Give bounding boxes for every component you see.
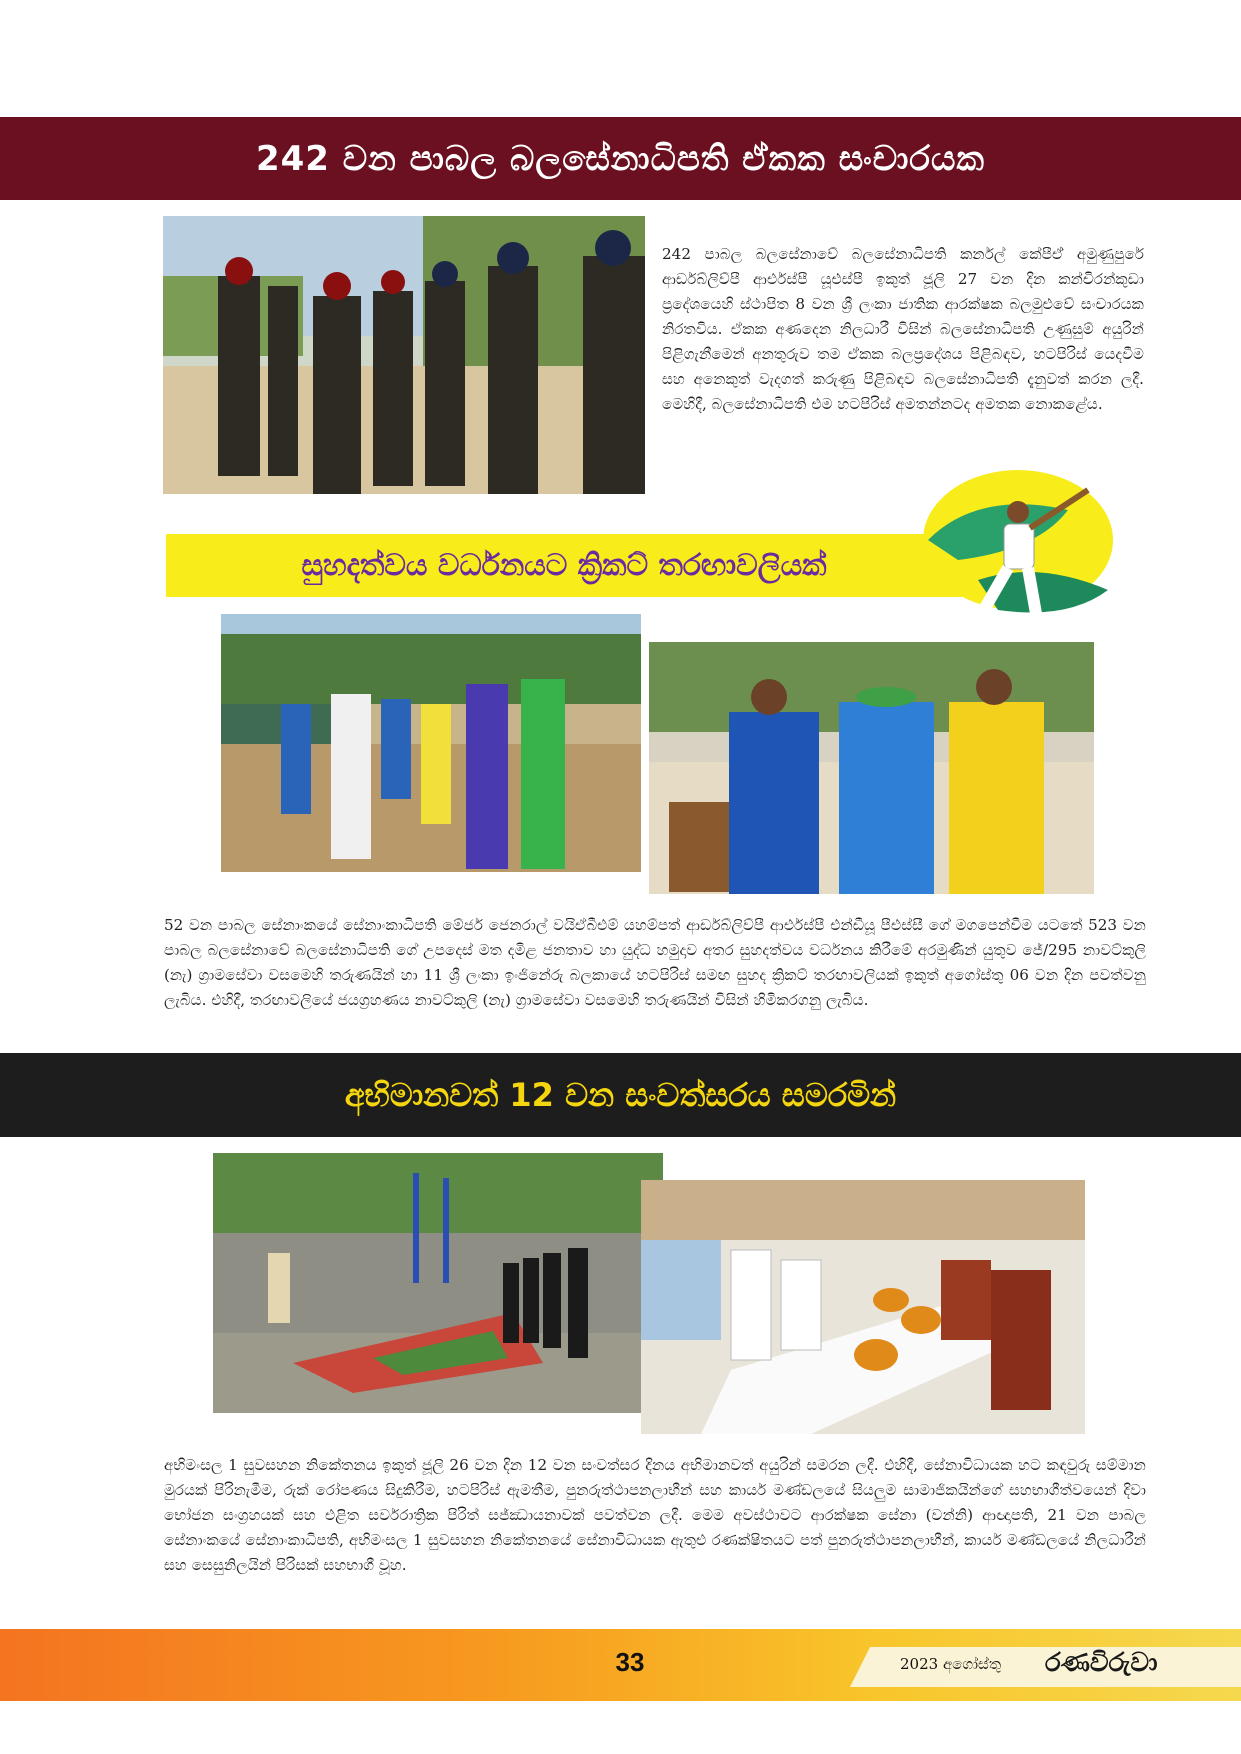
section3-title: අභිමානවත් 12 වන සංවත්සරය සමරමින් bbox=[344, 1075, 897, 1114]
section2-banner bbox=[166, 534, 962, 597]
section3-paragraph: අභිමංසල 1 සුවසහන නිකේතනය ඉකුත් ජූලි 26 වන දින 12 වන සංවත්සර දිනය අභිමානවත් අයුරින් සමරන ලදී. එහිදී, සේනාවිධායක හට කඳවුරු සම්මාන මුරයක් පිරිනැමීම, රුක් රෝපණය සිදුකිරීම, හටපිරිස් ඇමතීම, පුනරුත්ථාපනලාභීන් සහ කාර්ය මණ්ඩලයේ සියලුම සාමාජිකයින්ගේ සහභාගීත්වයෙන් දිවා භෝජන සංග්‍රහයක් සහ එළිත සර්වරාත්‍රික පිරිත් සජ්ඣායනාවක් පවත්වන ලදී. මෙම අවස්ථාවට ආරක්ෂක සේනා (වන්නි) ආඥාපති, 21 වන පාබල සේනාංකයේ සේනාංකාධිපති, අභිමංසල 1 සුවසහන නිකේතනයේ සේනාවිධායක ඇතුළු රණක්ෂිතයට පත් පුනරුත්ථාපනලාභීන්, කාර්ය මණ්ඩලයේ නිලධාරීන් සහ සෙසුනිලයින් පිරිසක් සහභාගී වූහ. bbox=[164, 1456, 1146, 1574]
cricketer-illustration bbox=[918, 470, 1114, 640]
section2-paragraph: 52 වන පාබල සේනාංකයේ සේනාංකාධිපති මේජර් ජෙනරාල් වයිඒබීඑම් යහම්පත් ආර්ඩබ්ලිව්පී ආර්එස්පී එන්ඩීයූ පීඑස්සී ගේ මගපෙන්වීම යටතේ 523 වන පාබල බලසේනාවේ බලසේනාධිපති ගේ උපදෙස් මත දමිළ ජනතාව හා යුද්ධ හමුදාව අතර සුහදත්වය වර්ධනය කිරීමේ අරමුණින් යුතුව ජේ/295 නාවට්කුලි (නැ) ග්‍රාමසේවා වසමෙහි තරුණයින් හා 11 ශ්‍රී ලංකා ඉංජිනේරු බලකායේ හටපිරිස් සමඟ සුහද ක්‍රිකට් තරඟාවලියක් ඉකුත් අගෝස්තු 06 වන දින පවත්වනු ලැබිය. එහිදී, තරඟාවලියේ ජයග්‍රහණය නාවට්කුලි (නැ) ග්‍රාමසේවා වසමෙහි තරුණයින් විසින් හිමිකරගනු ලැබිය. bbox=[164, 916, 1146, 1009]
section1-banner bbox=[0, 117, 1241, 200]
guard-of-honour-photo bbox=[213, 1153, 663, 1413]
section3-banner bbox=[0, 1053, 1241, 1137]
section1-paragraph: 242 පාබල බලසේනාවේ බලසේනාධිපති කර්නල් කේපීඒ් අමුණුපුරේ ආර්ඩබ්ලිව්පී ආර්එස්පී යූඑස්පී ඉකුත් ජූලි 27 වන දින කන්චිරන්කුඩා ප්‍රදේශයෙහි ස්ථාපිත 8 වන ශ්‍රී ලංකා ජාතික ආරක්ෂක බලමුළුවේ සංචාරයක නිරතවිය. ඒකක අණදෙන නිලධාරී විසින් බලසේනාධිපති උණුසුම් අයුරින් පිළිගැනීමෙන් අනතුරුව තම ඒකක බලප්‍රදේශය පිළිබඳව, හටපිරිස් යෙදවීම සහ අනෙකුත් වැදගත් කරුණු පිළිබඳව බලසේනාධිපති දැනුවත් කරන ලදී. මෙහිදී, බලසේනාධිපති එම හටපිරිස් අමතන්නටද අමතක නොකළේය. bbox=[662, 245, 1144, 413]
soldiers-handshake-photo bbox=[163, 216, 645, 494]
issue-date: 2023 අගෝස්තු bbox=[900, 1655, 1002, 1673]
page-number: 33 bbox=[615, 1647, 645, 1677]
cricket-handshake-photo bbox=[221, 614, 641, 872]
dana-ceremony-photo bbox=[641, 1180, 1085, 1434]
section2-title: සුහදත්වය වර්ධනයට ක්‍රිකට් තරඟාවලියක් bbox=[301, 548, 827, 583]
magazine-name: රණවිරුවා bbox=[1045, 1648, 1158, 1678]
cricket-award-photo bbox=[649, 642, 1094, 894]
section1-title: 242 වන පාබල බලසේනාධිපති ඒකක සංචාරයක bbox=[255, 138, 985, 179]
